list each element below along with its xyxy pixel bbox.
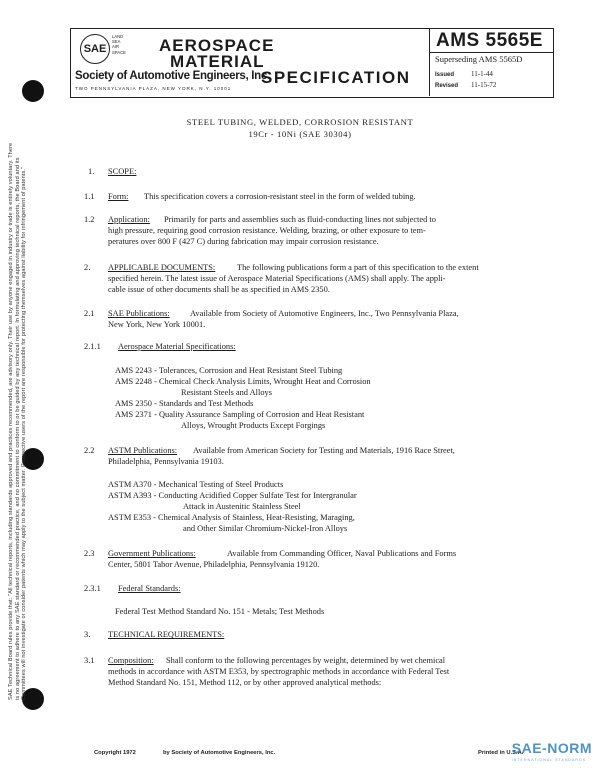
paragraph-government-line: Center, 5801 Tabor Avenue, Philadelphia, Pennsylvania 19120.	[108, 560, 320, 569]
logo-word: SEA	[112, 39, 121, 45]
superseding-note: Superseding AMS 5565D	[435, 54, 523, 64]
revised-row	[435, 81, 496, 89]
ams-divider	[430, 52, 554, 53]
ams-list-item: AMS 2243 - Tolerances, Corrosion and Heat Resistant Steel Tubing	[115, 366, 343, 375]
punch-hole-top	[22, 80, 44, 102]
section-number: 3.1	[84, 656, 95, 665]
issued-date: 11-1-44	[471, 70, 493, 78]
paragraph-sae-line: New York, New York 10001.	[108, 320, 206, 329]
logo-word: AIR	[112, 44, 119, 50]
section-number: 2.	[84, 263, 91, 272]
society-address: TWO PENNSYLVANIA PLAZA, NEW YORK, N.Y. 10001	[75, 86, 232, 91]
sae-logo-letters: SAE	[83, 43, 107, 55]
paragraph-form: This specification covers a corrosion-resistant steel in the form of welded tubing.	[144, 192, 416, 201]
paragraph-composition-line: Method Standard No. 151, Method 112, or by other approved analytical methods:	[108, 678, 382, 687]
sae-disclaimer-sidenote: SAE Technical Board rules provide that: "All technical reports, including standards approved and practices recommended, are advisory only. Their use by anyone engaged in industry or trade is entirely voluntary. There is no agreement to adhere to any SAE standard or recommended practice, and no commitment to conform to or be guided by any technical report. In formulating and approving technical reports, the Board and its Committees will not investigate or consider patents which may apply to the subject matter. Prospective users of the report are responsible for protecting themselves against liability for infringement of patents."	[8, 142, 28, 700]
ams-list-item: AMS 2248 - Chemical Check Analysis Limits, Wrought Heat and Corrosion	[115, 377, 371, 386]
revised-label: Revised	[435, 83, 459, 89]
section-number: 2.1	[84, 309, 95, 318]
society-name: Society of Automotive Engineers, Inc.	[75, 70, 270, 82]
section-heading-astm-publications: ASTM Publications:	[108, 446, 178, 455]
federal-standard-item: Federal Test Method Standard No. 151 - Metals; Test Methods	[115, 607, 325, 616]
astm-list-item: ASTM E353 - Chemical Analysis of Stainless, Heat-Resisting, Maraging,	[108, 513, 355, 522]
section-number: 2.3	[84, 549, 95, 558]
title-aerospace: AEROSPACE	[159, 36, 275, 55]
paragraph-government-line: Available from Commanding Officer, Naval Publications and Forms	[227, 549, 457, 558]
revised-date: 11-15-72	[471, 81, 497, 89]
astm-list-item: ASTM A393 - Conducting Acidified Copper Sulfate Test for Intergranular	[108, 491, 357, 500]
paragraph-sae-line: Available from Society of Automotive Engineers, Inc., Two Pennsylvania Plaza,	[190, 309, 459, 318]
issued-row	[435, 70, 493, 78]
logo-word: LAND	[112, 34, 124, 39]
ams-panel	[429, 29, 554, 96]
astm-list-item-continued: Attack in Austenitic Stainless Steel	[183, 502, 301, 511]
astm-list-item-continued: and Other Similar Chromium-Nickel-Iron Alloys	[183, 524, 348, 533]
ams-number: AMS 5565E	[436, 30, 543, 51]
paragraph-composition-line: Shall conform to the following percentages by weight, determined by wet chemical	[166, 656, 446, 665]
section-heading-ams-specs: Aerospace Material Specifications:	[118, 342, 236, 351]
section-number: 1.1	[84, 192, 95, 201]
sae-logo-words	[112, 34, 136, 64]
section-number: 2.3.1	[84, 584, 101, 593]
paragraph-astm-line: Available from American Society for Testing and Materials, 1916 Race Street,	[193, 446, 455, 455]
paragraph-documents-line: specified herein. The latest issue of Aerospace Material Specifications (AMS) shall apply. The appli-	[108, 274, 446, 283]
footer-copyright: Copyright 1972	[94, 750, 136, 756]
title-material: MATERIAL	[170, 52, 265, 71]
footer-printed: Printed in U.S.A.	[478, 750, 524, 756]
ams-list-item: AMS 2371 - Quality Assurance Sampling of Corrosion and Heat Resistant	[115, 410, 365, 419]
paragraph-application-line: high pressure, requiring good corrosion resistance. Welding, brazing, or other exposure to tem-	[108, 226, 426, 235]
ams-list-item: AMS 2350 - Standards and Test Methods	[115, 399, 254, 408]
section-heading-scope: SCOPE:	[108, 167, 137, 176]
section-heading-federal-standards: Federal Standards:	[118, 584, 181, 593]
ams-list-item-continued: Alloys, Wrought Products Except Forgings	[181, 421, 326, 430]
section-number: 3.	[84, 630, 91, 639]
title-specification: SPECIFICATION	[261, 68, 411, 87]
section-heading-applicable-documents: APPLICABLE DOCUMENTS:	[108, 263, 216, 272]
paragraph-application-line: Primarily for parts and assemblies such as fluid-conducting lines not subjected to	[164, 215, 436, 224]
document-title: STEEL TUBING, WELDED, CORROSION RESISTANT	[186, 117, 414, 127]
issued-label: Issued	[435, 72, 455, 78]
section-heading-application: Application:	[108, 215, 150, 224]
sae-logo	[80, 34, 110, 64]
section-heading-government-publications: Government Publications:	[108, 549, 196, 558]
ams-list-item-continued: Resistant Steels and Alloys	[181, 388, 272, 397]
section-number: 2.2	[84, 446, 95, 455]
document-subtitle: 19Cr - 10Ni (SAE 30304)	[248, 129, 352, 139]
paragraph-composition-line: methods in accordance with ASTM E353, by spectrographic methods in accordance with Federal Test	[108, 667, 450, 676]
section-heading-technical-requirements: TECHNICAL REQUIREMENTS:	[108, 630, 225, 639]
section-heading-sae-publications: SAE Publications:	[108, 309, 170, 318]
section-number: 1.2	[84, 215, 95, 224]
spec-header	[70, 28, 554, 98]
section-number: 1.	[88, 167, 95, 176]
paragraph-astm-line: Philadelphia, Pennsylvania 19103.	[108, 457, 224, 466]
paragraph-application-line: peratures over 800 F (427 C) during fabrication may impair corrosion resistance.	[108, 237, 379, 246]
logo-word: SPACE	[112, 49, 126, 55]
section-heading-composition: Composition:	[108, 656, 154, 665]
section-heading-form: Form:	[108, 192, 129, 201]
sae-norm-watermark-sub: INTERNATIONAL STANDARDS	[511, 758, 586, 762]
footer-copyright-by: by Society of Automotive Engineers, Inc.	[163, 750, 276, 756]
paragraph-documents-line: The following publications form a part of this specification to the extent	[237, 263, 479, 272]
paragraph-documents-line: cable issue of other documents shall be as specified in AMS 2350.	[108, 285, 330, 294]
section-number: 2.1.1	[84, 342, 101, 351]
sae-norm-watermark: SAE-NORM	[511, 740, 592, 756]
astm-list-item: ASTM A370 - Mechanical Testing of Steel Products	[108, 480, 284, 489]
